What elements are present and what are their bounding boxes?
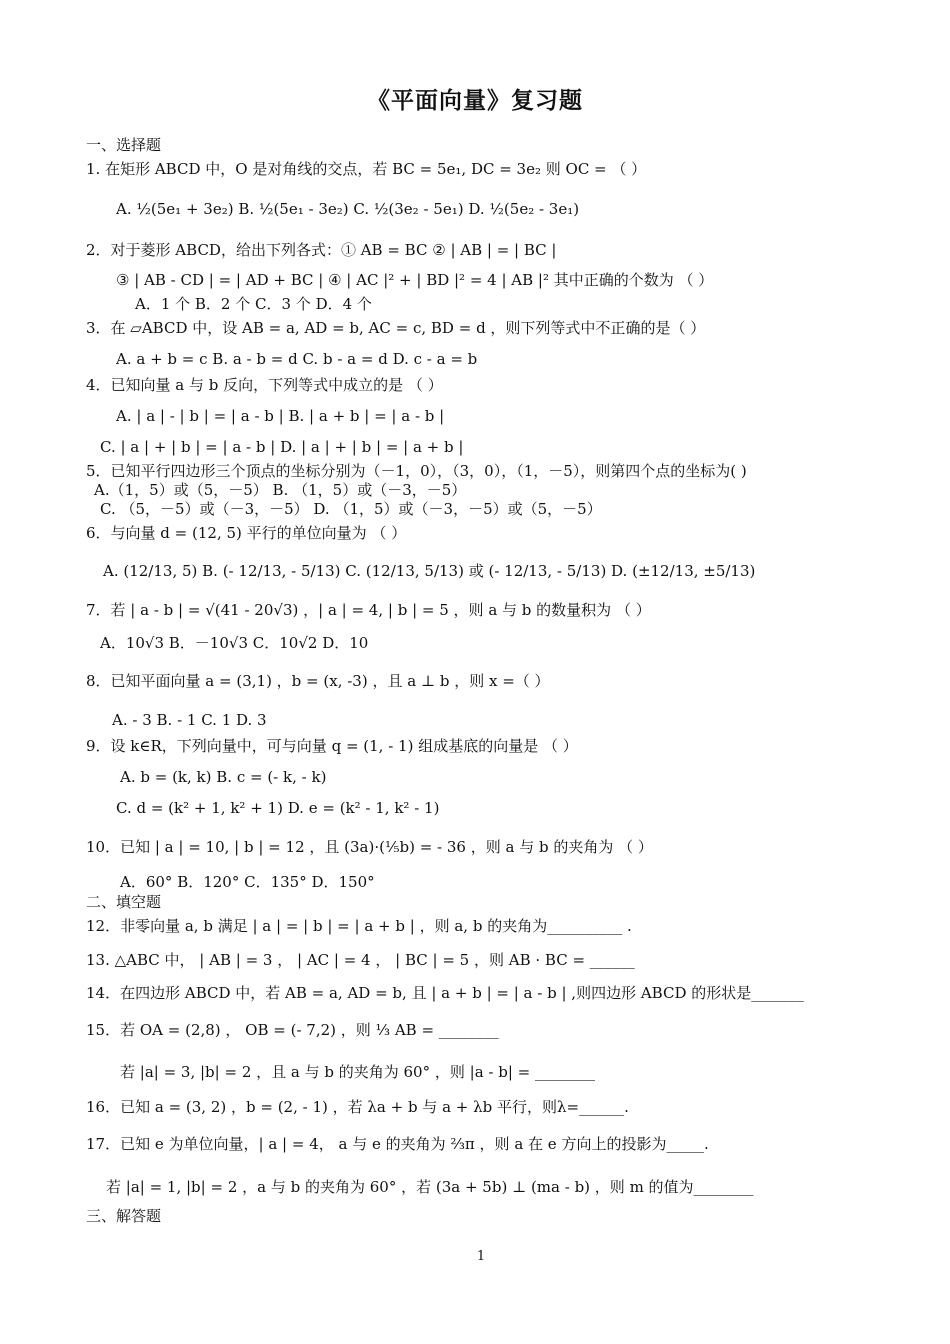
question-12: 12．非零向量 a, b 满足 | a | = | b | = | a + b | ，则 a, b 的夹角为__________ . (86, 917, 632, 935)
section-heading-choice: 一、选择题 (86, 136, 162, 154)
question-5-options-ab: A.（1，5）或（5，－5） B. （1，5）或（－3，－5） (94, 481, 467, 499)
section-heading-fill: 二、填空题 (86, 893, 162, 911)
question-4-options-cd: C. | a | + | b | = | a - b | D. | a | + | b | = | a + b | (100, 438, 464, 456)
question-9: 9．设 k∈R，下列向量中，可与向量 q = (1, - 1) 组成基底的向量是 （ ） (86, 737, 578, 755)
question-16: 16．已知 a = (3, 2) ，b = (2, - 1) ，若 λa + b 与 a + λb 平行，则λ=______. (86, 1098, 629, 1116)
question-8-options: A. - 3 B. - 1 C. 1 D. 3 (112, 711, 267, 729)
question-3: 3．在 ▱ABCD 中，设 AB = a, AD = b, AC = c, BD = d ，则下列等式中不正确的是（ ） (86, 319, 706, 337)
question-10: 10．已知 | a | = 10, | b | = 12 ，且 (3a)·(⅕b) = - 36 ，则 a 与 b 的夹角为 （ ） (86, 838, 653, 856)
question-7-options: A．10√3 B．－10√3 C．10√2 D．10 (100, 634, 369, 652)
question-8: 8．已知平面向量 a = (3,1) ，b = (x, -3) ，且 a ⊥ b ，则 x =（ ） (86, 672, 550, 690)
question-7: 7．若 | a - b | = √(41 - 20√3) ，| a | = 4, | b | = 5 ，则 a 与 b 的数量积为 （ ） (86, 601, 651, 619)
question-2-continued: ③ | AB - CD | = | AD + BC | ④ | AC |² + | BD |² = 4 | AB |² 其中正确的个数为 （ ） (116, 271, 714, 289)
question-3-options: A. a + b = c B. a - b = d C. b - a = d D. c - a = b (116, 350, 478, 368)
question-4-options-ab: A. | a | - | b | = | a - b | B. | a + b | = | a - b | (116, 407, 445, 425)
question-14: 14．在四边形 ABCD 中，若 AB = a, AD = b, 且 | a + b | = | a - b | ,则四边形 ABCD 的形状是_______ (86, 984, 804, 1002)
question-15-second: 若 |a| = 3, |b| = 2 ，且 a 与 b 的夹角为 60° ，则 |a - b| = ________ (120, 1063, 595, 1081)
question-5-options-cd: C. （5，－5）或（－3，－5） D. （1，5）或（－3，－5）或（5，－5） (100, 500, 602, 518)
page-title: 《平面向量》复习题 (367, 88, 583, 114)
question-4: 4．已知向量 a 与 b 反向，下列等式中成立的是 （ ） (86, 376, 443, 394)
question-1-options: A. ½(5e₁ + 3e₂) B. ½(5e₁ - 3e₂) C. ½(3e₂ - 5e₁) D. ½(5e₂ - 3e₁) (116, 200, 580, 218)
question-2: 2．对于菱形 ABCD，给出下列各式：① AB = BC ② | AB | = | BC | (86, 241, 557, 259)
question-17: 17．已知 e 为单位向量，| a | = 4， a 与 e 的夹角为 ⅔π ，则 a 在 e 方向上的投影为_____. (86, 1135, 709, 1153)
question-9-options-cd: C. d = (k² + 1, k² + 1) D. e = (k² - 1, k² - 1) (116, 799, 440, 817)
question-6-options: A. (12/13, 5) B. (- 12/13, - 5/13) C. (12/13, 5/13) 或 (- 12/13, - 5/13) D. (±12/13, ±5/13) (103, 562, 756, 580)
question-9-options-ab: A. b = (k, k) B. c = (- k, - k) (120, 768, 327, 786)
question-2-options: A．1 个 B．2 个 C．3 个 D．4 个 (135, 295, 372, 313)
question-5: 5．已知平行四边形三个顶点的坐标分别为（－1，0），（3，0），（1，－5），则第四个点的坐标为( ) (86, 462, 747, 480)
question-17-second: 若 |a| = 1, |b| = 2 ，a 与 b 的夹角为 60° ，若 (3a + 5b) ⊥ (ma - b) ，则 m 的值为________ (106, 1178, 754, 1196)
question-13: 13. △ABC 中， | AB | = 3 ， | AC | = 4 ， | BC | = 5 ，则 AB · BC = ______ (86, 951, 635, 969)
section-heading-solve: 三、解答题 (86, 1207, 162, 1225)
page-number: 1 (476, 1249, 486, 1264)
question-6: 6．与向量 d = (12, 5) 平行的单位向量为 （ ） (86, 524, 407, 542)
question-15: 15．若 OA = (2,8) ， OB = (- 7,2) ，则 ⅓ AB = ________ (86, 1021, 499, 1039)
question-10-options: A．60° B．120° C．135° D．150° (120, 873, 375, 891)
question-1: 1. 在矩形 ABCD 中，O 是对角线的交点，若 BC = 5e₁, DC = 3e₂ 则 OC = （ ） (86, 160, 647, 178)
